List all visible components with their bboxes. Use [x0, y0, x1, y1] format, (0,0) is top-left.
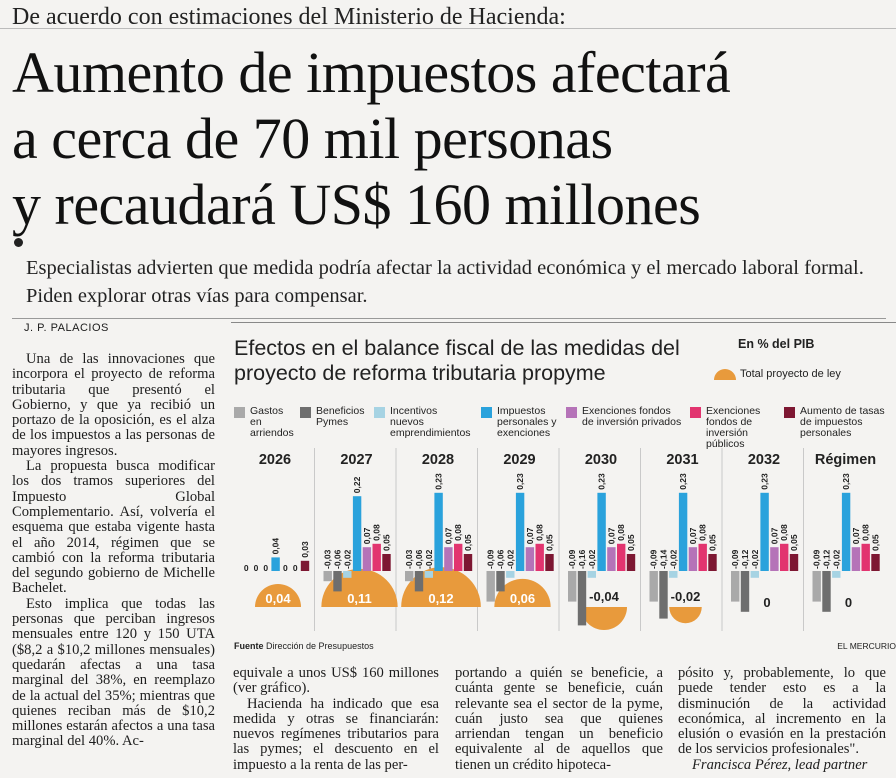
bar: [506, 571, 514, 578]
bar: [699, 544, 707, 571]
bar: [516, 493, 524, 571]
legend-label: Gastos en arriendos: [250, 405, 294, 439]
paragraph: Una de las innovaciones que incorpora el proyecto de reforma tributaria que presentó el Gobierno, y que ya recibió un portazo de la oposición, es el alza de los impuestos a las personas de mayores ingresos.: [12, 351, 215, 459]
data-label: 0,05: [544, 534, 555, 551]
data-label: 0,05: [789, 534, 799, 551]
bar: [790, 554, 798, 571]
bar: [363, 547, 371, 571]
bar: [607, 547, 615, 571]
data-label: -0,02: [505, 549, 516, 569]
bar: [731, 571, 739, 602]
data-label: -0,02: [586, 549, 597, 569]
legend-swatch: [566, 407, 577, 418]
data-label: -0,12: [740, 549, 750, 569]
byline: J. P. PALACIOS: [24, 322, 109, 334]
chart-title: Efectos en el balance fiscal de las medidas del proyecto de reforma tributaria propyme: [234, 336, 680, 385]
paragraph: Esto implica que todas las personas que perciban ingresos mensuales entre 120 y 150 UTA ($8,2 a $10,2 millones mensuales) quedarán afectas a una tasa marginal del 38%, en reemplazo de la actual del 35%; mientras que quienes reciban más de $10,2 millones estarán afectos a una tasa marginal del 40%. Ac-: [12, 595, 215, 750]
data-label: 0: [263, 563, 269, 573]
total-label: -0,04: [589, 589, 619, 604]
paragraph: equivale a unos US$ 160 millones (ver gráfico).: [233, 665, 439, 697]
chart-credit: EL MERCURIO: [837, 641, 896, 651]
data-label: 0: [243, 563, 249, 573]
source-label: Fuente: [234, 641, 264, 651]
data-label: 0,03: [300, 541, 310, 558]
legend-swatch: [234, 407, 245, 418]
legend-label: Exenciones fondos de inversión públicos: [706, 405, 761, 450]
category-label: Régimen: [814, 452, 877, 468]
bar: [597, 493, 605, 571]
data-label: 0,08: [697, 524, 708, 541]
bar: [454, 544, 462, 571]
bar: [822, 571, 830, 612]
bar: [689, 547, 697, 571]
total-label: 0,11: [347, 591, 372, 606]
data-label: 0,23: [515, 473, 526, 490]
bar: [659, 571, 667, 619]
total-dome: [581, 607, 627, 630]
data-label: 0,05: [381, 534, 392, 551]
total-label: 0,06: [509, 591, 536, 606]
deck-bullet: [14, 238, 23, 247]
data-label: -0,09: [648, 549, 659, 569]
data-label: -0,16: [577, 549, 587, 569]
total-dome: [669, 607, 702, 623]
data-label: 0,07: [769, 527, 780, 545]
bar: [324, 571, 332, 581]
bar: [301, 561, 309, 571]
category-label: 2031: [666, 452, 699, 468]
data-label: 0,05: [870, 534, 881, 551]
bar: [669, 571, 677, 578]
bar: [487, 571, 495, 602]
paragraph: Francisca Pérez, lead partner: [692, 756, 868, 773]
bar: [271, 557, 279, 571]
kicker: De acuerdo con estimaciones del Ministerio de Hacienda:: [12, 4, 566, 30]
bar: [760, 493, 768, 571]
data-label: -0,02: [342, 549, 353, 569]
legend-swatch: [481, 407, 492, 418]
bar: [444, 547, 452, 571]
bar: [425, 571, 433, 578]
bar: [770, 547, 778, 571]
body-column-4: [678, 666, 886, 773]
total-swatch: [714, 369, 736, 380]
bar: [382, 554, 390, 571]
data-label: -0,06: [414, 549, 424, 569]
fiscal-balance-graphic: [231, 322, 896, 654]
data-label: -0,14: [658, 549, 669, 569]
body-column-3: [455, 666, 663, 773]
paragraph: Hacienda ha indicado que esa medida y otras se financiarán: nuevos regímenes tributarios para las pymes; el descuento en el impuesto a la renta de las per-: [233, 695, 439, 773]
legend-item: [234, 406, 296, 439]
bar: [545, 554, 553, 571]
body-column-1: [12, 352, 215, 750]
legend-item: [784, 406, 896, 439]
data-label: -0,02: [668, 549, 679, 569]
legend-swatch: [784, 407, 795, 418]
bar: [353, 496, 361, 571]
data-label: 0,08: [779, 524, 790, 541]
data-label: 0,07: [443, 527, 454, 545]
bar: [650, 571, 658, 602]
legend-label: Exenciones fondos de inversión privados: [582, 405, 682, 428]
bar: [741, 571, 749, 612]
data-label: 0,23: [841, 473, 852, 490]
bar: [434, 493, 442, 571]
legend-swatch: [690, 407, 701, 418]
data-label: 0,05: [463, 534, 473, 551]
bar: [415, 571, 423, 591]
bar: [343, 571, 351, 578]
bar: [852, 547, 860, 571]
category-label: 2027: [340, 452, 373, 468]
byline-rule: [12, 318, 886, 319]
headline: [12, 40, 882, 238]
data-label: -0,12: [821, 549, 832, 569]
deck: Especialistas advierten que medida podría afectar la actividad económica y el mercado laboral formal. Piden explorar otras vías para compensar.: [26, 257, 864, 307]
data-label: 0,04: [270, 537, 281, 555]
data-label: 0,05: [626, 534, 636, 551]
legend-label: Aumento de tasas de impuestos personales: [800, 405, 885, 439]
bar: [780, 544, 788, 571]
data-label: -0,06: [332, 549, 343, 569]
bar: [617, 544, 625, 571]
chart-legend: [231, 405, 896, 450]
paragraph: portando a quién se beneficie, a cuánta gente se beneficie, cuán relevante sea el sector de la pyme, cuán justo sea que quienes arriendan tengan un beneficio equivalente al de aquellos que tienen un crédito hipoteca-: [455, 665, 663, 773]
data-label: -0,09: [485, 549, 496, 569]
bar-chart: [231, 446, 896, 641]
data-label: -0,09: [730, 549, 741, 569]
data-label: 0,07: [524, 527, 535, 545]
headline-line-3: y recaudará US$ 160 millones: [12, 172, 701, 237]
data-label: 0,08: [534, 524, 545, 541]
total-label: 0,12: [428, 591, 454, 606]
category-label: 2028: [421, 452, 455, 468]
legend-item: [300, 406, 370, 428]
bar: [333, 571, 341, 591]
legend-item: [566, 406, 684, 428]
total-legend-label: Total proyecto de ley: [740, 368, 841, 380]
legend-label: Incentivos nuevos emprendimientos: [390, 405, 471, 439]
paragraph: pósito y, probablemente, lo que puede tender esto es a la disminución de la actividad económica, al incremento en la elusión o evasión en la prestación de los servicios profesionales".: [678, 665, 886, 758]
data-label: -0,02: [831, 549, 842, 569]
paragraph: La propuesta busca modificar los dos tramos superiores del Impuesto Global Complementario. Así, volvería el esquema que estaba vigente hasta el año 2014, régimen que se cambió con la reforma tributaria del segundo gobierno de Michelle Bachelet.: [12, 458, 215, 597]
total-label: 0,04: [265, 591, 291, 606]
legend-label: Impuestos personales y exenciones: [497, 405, 557, 439]
bar: [373, 544, 381, 571]
data-label: -0,03: [404, 549, 415, 569]
legend-label: Beneficios Pymes: [316, 405, 365, 428]
headline-line-1: Aumento de impuestos afectará: [12, 40, 731, 105]
bar: [496, 571, 504, 591]
total-label: -0,02: [670, 589, 701, 604]
graphic-rule: [231, 322, 896, 323]
data-label: -0,03: [322, 549, 333, 569]
legend-swatch: [300, 407, 311, 418]
data-label: 0,07: [850, 527, 861, 545]
data-label: 0: [283, 563, 288, 573]
bar: [536, 544, 544, 571]
category-label: 2030: [584, 452, 618, 468]
total-label: 0: [844, 595, 853, 610]
bar: [871, 554, 879, 571]
data-label: -0,02: [749, 549, 760, 569]
data-label: 0,05: [707, 534, 718, 551]
data-label: 0,23: [433, 473, 444, 490]
data-label: 0,23: [596, 473, 607, 490]
bar: [842, 493, 850, 571]
chart-source: [234, 641, 374, 651]
total-legend: [714, 368, 841, 380]
bar: [405, 571, 413, 581]
bar: [588, 571, 596, 578]
data-label: -0,09: [811, 549, 822, 569]
headline-line-2: a cerca de 70 mil personas: [12, 106, 613, 171]
data-label: 0,08: [860, 524, 871, 541]
source-text: Dirección de Presupuestos: [266, 641, 374, 651]
legend-item: [481, 406, 561, 439]
data-label: 0,07: [361, 527, 372, 545]
data-label: -0,09: [567, 549, 578, 569]
data-label: 0,23: [759, 473, 770, 490]
chart-unit: En % del PIB: [738, 337, 815, 351]
data-label: 0,08: [371, 524, 382, 541]
legend-item: [690, 406, 778, 450]
total-label: 0: [763, 595, 771, 610]
category-label: 2026: [258, 452, 292, 468]
data-label: 0,23: [678, 473, 689, 490]
legend-swatch: [374, 407, 385, 418]
legend-item: [374, 406, 474, 439]
body-column-2: [233, 666, 439, 773]
bar: [813, 571, 821, 602]
data-label: -0,02: [423, 549, 434, 569]
data-label: 0: [253, 563, 259, 573]
bar: [679, 493, 687, 571]
bar: [526, 547, 534, 571]
bar: [832, 571, 840, 578]
data-label: 0,08: [616, 524, 627, 541]
data-label: -0,06: [495, 549, 506, 569]
data-label: 0,22: [352, 476, 363, 494]
bar: [708, 554, 716, 571]
data-label: 0: [292, 563, 298, 573]
bar: [862, 544, 870, 571]
data-label: 0,08: [453, 524, 464, 541]
category-label: 2029: [503, 452, 536, 468]
bar: [751, 571, 759, 578]
bar: [578, 571, 586, 625]
bar: [568, 571, 576, 602]
data-label: 0,07: [687, 527, 698, 545]
category-label: 2032: [747, 452, 781, 468]
bar: [464, 554, 472, 571]
data-label: 0,07: [606, 527, 617, 545]
bar: [627, 554, 635, 571]
